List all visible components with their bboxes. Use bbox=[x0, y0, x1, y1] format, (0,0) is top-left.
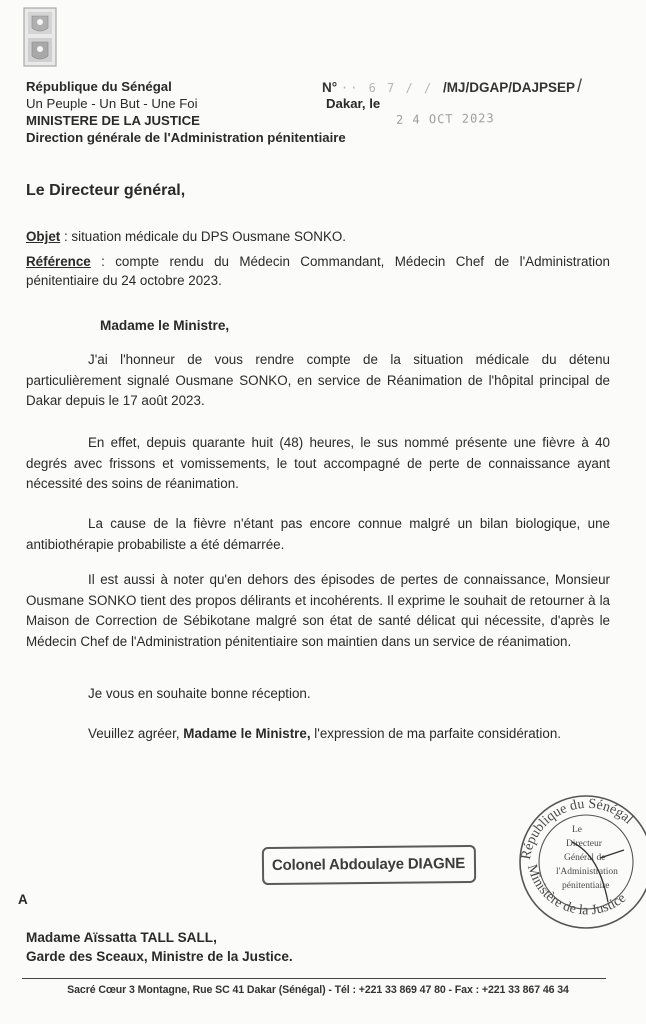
header-left bbox=[26, 78, 346, 146]
country-name: République du Sénégal bbox=[26, 79, 172, 94]
footer-address: Sacré Cœur 3 Montagne, Rue SC 41 Dakar (Sénégal) - Tél : +221 33 869 47 80 - Fax : +221 33 867 46 34 bbox=[67, 984, 569, 996]
stamp-inner-line-2: Directeur bbox=[566, 839, 602, 849]
body-paragraph-1: J'ai l'honneur de vous rendre compte de la situation médicale du détenu particulièrement signalé Ousmane SONKO, en service de Réanimation de l'hôpital principal de Dakar depuis le 17 août 2023. bbox=[26, 352, 610, 408]
stamp-outer-bottom: Ministère de la Justice bbox=[523, 862, 629, 919]
stamp-outer-top: République du Sénégal bbox=[518, 796, 636, 861]
signatory-name-stamp: Colonel Abdoulaye DIAGNE bbox=[262, 845, 476, 885]
direction-name: Direction générale de l'Administration pénitentiaire bbox=[26, 130, 346, 145]
addressee-block bbox=[26, 928, 293, 966]
closing-bold: Madame le Ministre, bbox=[183, 726, 311, 741]
handwritten-slash-mark: / bbox=[576, 76, 582, 96]
body-paragraph-2: En effet, depuis quarante huit (48) heures, le sus nommé présente une fièvre à 40 degrés avec frissons et vomissements, le tout accompagné de perte de connaissance ayant nécessité des soins de réanimation. bbox=[26, 435, 610, 491]
footer-divider bbox=[22, 978, 606, 979]
reference-number bbox=[322, 76, 582, 97]
national-emblem-icon bbox=[22, 6, 58, 68]
closing-before: Veuillez agréer, bbox=[88, 726, 184, 741]
national-motto: Un Peuple - Un But - Une Foi bbox=[26, 96, 198, 111]
subject-text: : situation médicale du DPS Ousmane SONKO. bbox=[60, 229, 347, 244]
subject-label: Objet bbox=[26, 229, 61, 244]
stamp-inner-line-3: Général de bbox=[564, 853, 606, 863]
date-stamp: 2 4 OCT 2023 bbox=[395, 111, 495, 127]
ref-code: /MJ/DGAP/DAJPSEP bbox=[442, 80, 575, 95]
ref-number-stamp: ·· 6 7 / / bbox=[340, 81, 434, 95]
official-round-stamp bbox=[512, 782, 646, 932]
reference-label: Référence bbox=[26, 254, 91, 269]
reference-line bbox=[26, 252, 610, 290]
reference-text: : compte rendu du Médecin Commandant, Médecin Chef de l'Administration pénitentiaire du 24 octobre 2023. bbox=[26, 254, 610, 288]
stamp-inner-line-4: l'Administration bbox=[556, 867, 618, 877]
sender-title: Le Directeur général, bbox=[26, 182, 186, 199]
closing-paragraph bbox=[26, 724, 610, 745]
place-label: Dakar, le bbox=[326, 96, 381, 111]
ministry-name: MINISTERE DE LA JUSTICE bbox=[26, 113, 200, 128]
addressee-title: Garde des Sceaux, Ministre de la Justice. bbox=[26, 949, 293, 964]
body-paragraph-4: Il est aussi à noter qu'en dehors des épisodes de pertes de connaissance, Monsieur Ousmane SONKO tient des propos délirants et incohérents. Il exprime le souhait de retourner à la Maison de Correction de Sébikotane malgré son état de santé délicat qui nécessite, d'après le Médecin Chef de l'Administration pénitentiaire son maintien dans un service de réanimation. bbox=[26, 572, 610, 649]
body-paragraph-3: La cause de la fièvre n'étant pas encore connue malgré un bilan biologique, une antibiothérapie probabiliste a été démarrée. bbox=[26, 516, 610, 552]
salutation: Madame le Ministre, bbox=[100, 318, 230, 333]
addressee-prefix: A bbox=[18, 892, 28, 907]
addressee-name: Madame Aïssatta TALL SALL, bbox=[26, 930, 217, 945]
stamp-inner-line-5: pénitentiaire bbox=[562, 881, 610, 891]
ref-prefix: N° bbox=[322, 80, 338, 95]
closing-after: l'expression de ma parfaite considération. bbox=[310, 726, 561, 741]
stamp-inner-line-1: Le bbox=[572, 825, 583, 835]
body-paragraph-5: Je vous en souhaite bonne réception. bbox=[88, 686, 311, 701]
subject-line bbox=[26, 228, 610, 246]
